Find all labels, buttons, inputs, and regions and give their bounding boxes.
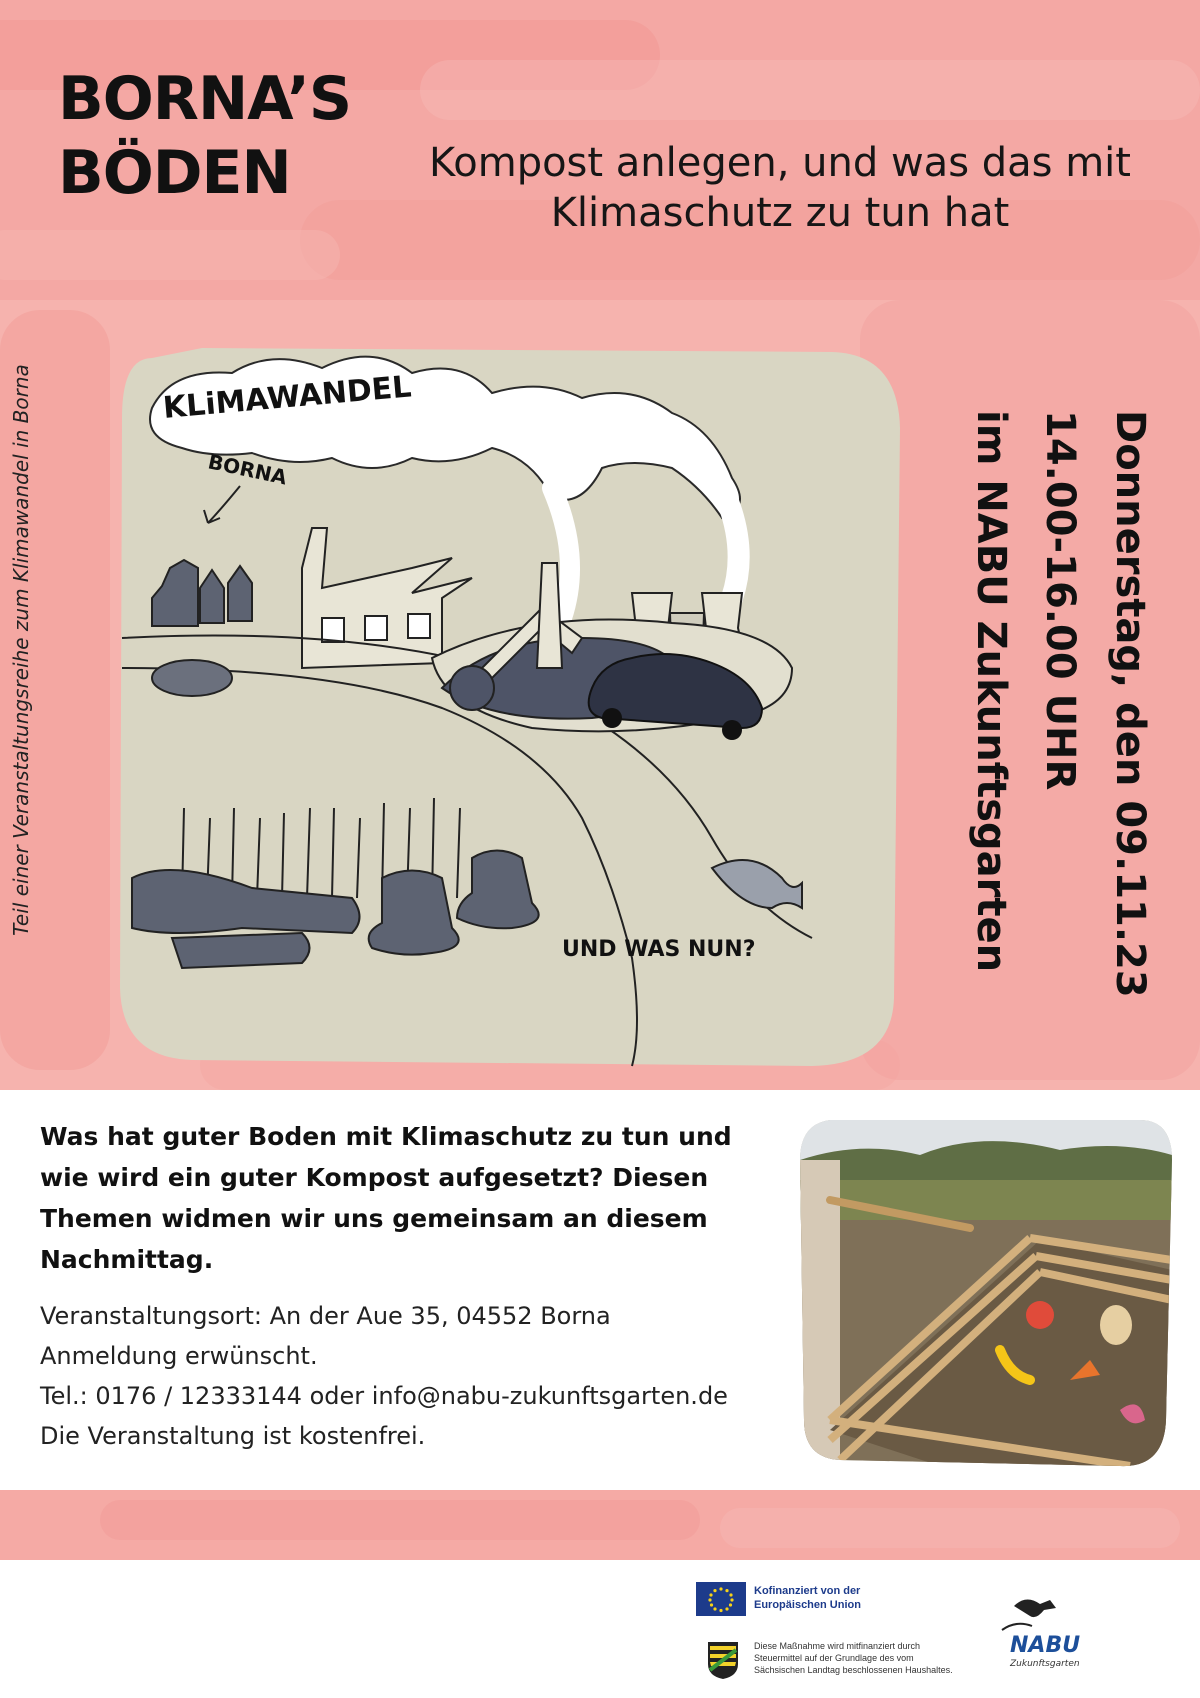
compost-photo [800, 1120, 1172, 1468]
nabu-logo [996, 1590, 1106, 1680]
poster-subtitle [380, 138, 1180, 238]
event-location: Veranstaltungsort: An der Aue 35, 04552 Borna [40, 1302, 611, 1330]
nabu-subname: Zukunftsgarten [1010, 1659, 1080, 1669]
event-time: 14.00-16.00 UHR [1037, 410, 1083, 791]
event-cost: Die Veranstaltung ist kostenfrei. [40, 1422, 426, 1450]
eu-cofunding-text: Kofinanziert von der Europäischen Union [754, 1585, 861, 1611]
event-details [40, 1296, 760, 1456]
subtitle-line-2: Klimaschutz zu tun hat [550, 190, 1010, 236]
event-place: im NABU Zukunftsgarten [968, 410, 1014, 973]
eu-flag-icon [696, 1582, 746, 1616]
saxony-crest-icon [706, 1640, 740, 1680]
event-description: Was hat guter Boden mit Klimaschutz zu tun und wie wird ein guter Kompost aufgesetzt? Diesen Themen widmen wir uns gemeinsam an diesem Nachmittag. [40, 1122, 732, 1274]
nabu-name: NABU [1010, 1633, 1081, 1658]
poster-title [58, 62, 418, 210]
title-line-1: BORNA’S [58, 64, 352, 134]
event-registration: Anmeldung erwünscht. [40, 1342, 318, 1370]
event-contact: Tel.: 0176 / 12333144 oder info@nabu-zukunftsgarten.de [40, 1382, 728, 1410]
series-side-note: Teil einer Veranstaltungsreihe zum Klimawandel in Borna [9, 364, 33, 936]
bottom-stripe [0, 1490, 1200, 1560]
saxony-funding-text: Diese Maßnahme wird mitfinanziert durch Steuermittel auf der Grundlage des vom Sächsischen Landtag beschlossenen Haushaltes. [754, 1641, 953, 1675]
sponsor-footer [0, 1560, 1200, 1698]
question-label: UND WAS NUN? [562, 937, 756, 962]
town-label: BORNA [205, 449, 290, 490]
climate-illustration [112, 338, 902, 1070]
event-date: Donnerstag, den 09.11.23 [1107, 410, 1153, 998]
title-line-2: BÖDEN [58, 138, 291, 208]
subtitle-line-1: Kompost anlegen, und was das mit [429, 140, 1131, 186]
cloud-label: KLiMAWANDEL [161, 369, 413, 426]
